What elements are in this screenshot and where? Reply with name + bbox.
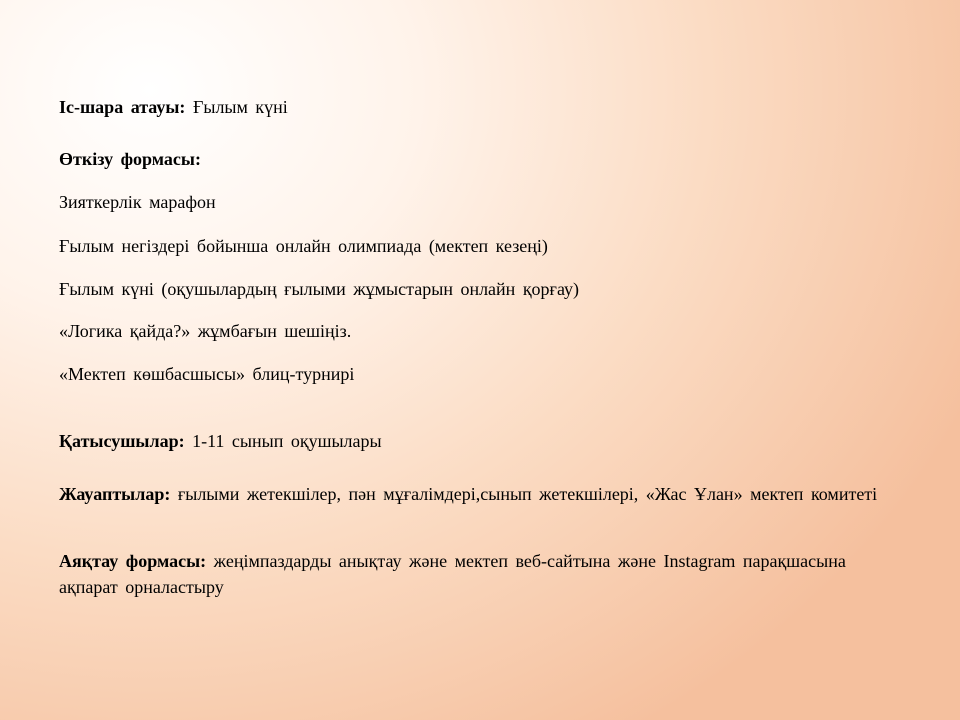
participants-label: Қатысушылар: [59, 431, 185, 451]
completion-label: Аяқтау формасы: [59, 551, 207, 571]
responsible-label: Жауаптылар: [59, 484, 171, 504]
responsible-paragraph [59, 479, 912, 509]
participants-row [59, 428, 382, 454]
completion-paragraph [59, 548, 849, 600]
participants-value: 1-11 сынып оқушылары [192, 431, 382, 451]
event-name-value: Ғылым күні [192, 97, 288, 117]
format-item-1: Зияткерлік марафон [59, 192, 216, 212]
format-item-3: Ғылым күні (оқушылардың ғылыми жұмыстарын онлайн қорғау) [59, 279, 580, 299]
responsible-value: ғылыми жетекшілер, пән мұғалімдері,сынып жетекшілері, «Жас Ұлан» мектеп комитеті [177, 484, 878, 504]
slide [59, 0, 915, 720]
format-item-2: Ғылым негіздері бойынша онлайн олимпиада (мектеп кезеңі) [59, 236, 548, 256]
event-name-label: Іс-шара атауы: [59, 97, 186, 117]
format-item-4: «Логика қайда?» жұмбағын шешіңіз. [59, 321, 352, 341]
format-label: Өткізу формасы: [59, 149, 201, 169]
format-item-5: «Мектеп көшбасшысы» блиц-турнирі [59, 364, 355, 384]
event-name-row [59, 94, 288, 120]
completion-value: жеңімпаздарды анықтау және мектеп веб-сайтына және Instagram парақшасына ақпарат орналастыру [59, 551, 846, 597]
